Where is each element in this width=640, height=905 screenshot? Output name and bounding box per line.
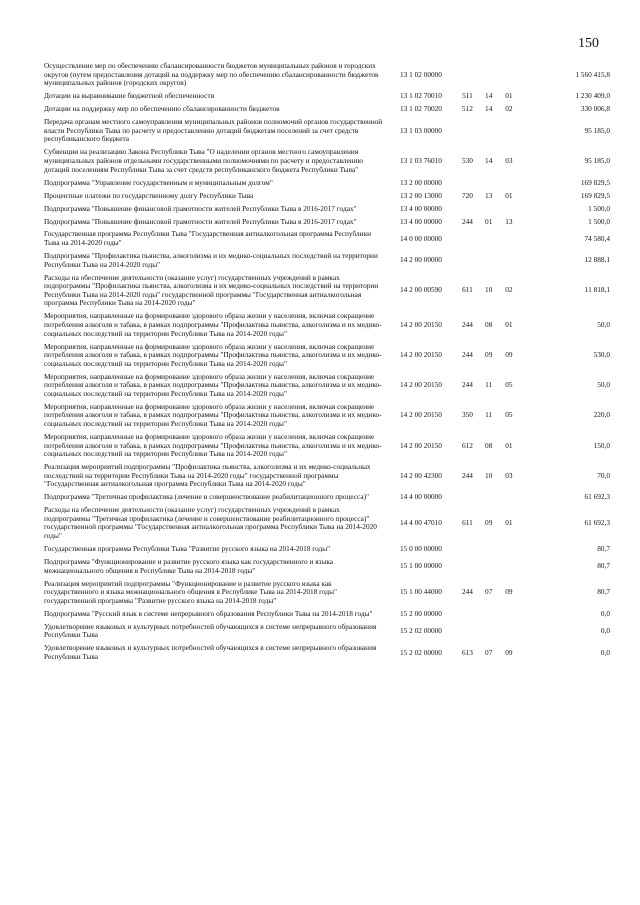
budget-table bbox=[44, 60, 610, 664]
row-name: Мероприятия, направленные на формирование здорового образа жизни у населения, включая сокращение потребления алкоголя и табака, в рамках подпрограммы "Профилактика пьянства, алкоголизма и их медико-социальных последствий на территории Республики Тыва на 2014-2020 годы" bbox=[44, 341, 382, 368]
row-amount: 169 829,5 bbox=[580, 177, 610, 187]
row-expense-type bbox=[456, 543, 478, 556]
row-amount: 0,0 bbox=[600, 608, 610, 618]
table-row bbox=[44, 620, 610, 642]
row-code: 13 4 00 00000 bbox=[400, 216, 442, 226]
row-subsection: 09 bbox=[505, 350, 513, 360]
row-section bbox=[479, 60, 499, 90]
row-code: 15 2 02 00000 bbox=[400, 625, 442, 635]
row-expense-type: 244 bbox=[462, 470, 473, 480]
table-row bbox=[44, 504, 610, 543]
row-code: 14 2 00 20150 bbox=[400, 319, 442, 329]
row-code: 13 2 00 13000 bbox=[400, 190, 442, 200]
row-expense-type: 244 bbox=[462, 216, 473, 226]
row-code: 15 2 00 00000 bbox=[400, 608, 442, 618]
row-subsection bbox=[499, 116, 519, 146]
row-name: Подпрограмма "Третичная профилактика (лечение и совершенствование реабилитационного процесса)" bbox=[44, 492, 369, 502]
row-expense-type: 244 bbox=[462, 350, 473, 360]
row-code: 14 2 00 20150 bbox=[400, 410, 442, 420]
row-name: Мероприятия, направленные на формирование здорового образа жизни у населения, включая сокращение потребления алкоголя и табака, в рамках подпрограммы "Профилактика пьянства, алкоголизма и их медико-социальных последствий на территории Республики Тыва на 2014-2020 годы" bbox=[44, 401, 382, 428]
row-section: 10 bbox=[485, 470, 493, 480]
row-subsection: 05 bbox=[505, 410, 513, 420]
row-amount: 530,0 bbox=[593, 350, 610, 360]
row-section bbox=[479, 228, 499, 250]
row-amount: 80,7 bbox=[597, 561, 610, 571]
row-expense-type bbox=[456, 228, 478, 250]
row-subsection bbox=[499, 60, 519, 90]
row-name: Подпрограмма "Русский язык в системе непрерывного образования Республики Тыва на 2014-2018 годы" bbox=[44, 608, 373, 618]
row-amount: 150,0 bbox=[593, 440, 610, 450]
row-amount: 1 500,0 bbox=[588, 203, 610, 213]
table-row bbox=[44, 431, 610, 461]
row-expense-type: 530 bbox=[462, 156, 473, 166]
row-subsection bbox=[499, 491, 519, 504]
row-name: Мероприятия, направленные на формирование здорового образа жизни у населения, включая сокращение потребления алкоголя и табака, в рамках подпрограммы "Профилактика пьянства, алкоголизма и их медико-социальных последствий на территории Республики Тыва на 2014-2020 годы" bbox=[44, 311, 382, 338]
row-code: 15 0 00 00000 bbox=[400, 544, 442, 553]
budget-table-body bbox=[44, 60, 610, 664]
table-row bbox=[44, 146, 610, 176]
row-section: 08 bbox=[485, 440, 493, 450]
row-subsection bbox=[499, 250, 519, 272]
row-amount: 220,0 bbox=[593, 410, 610, 420]
page-number: 150 bbox=[578, 36, 599, 51]
row-code: 13 1 02 70010 bbox=[400, 91, 442, 101]
table-row bbox=[44, 556, 610, 578]
row-section: 14 bbox=[485, 156, 493, 166]
row-code: 14 2 00 20150 bbox=[400, 350, 442, 360]
row-expense-type bbox=[456, 608, 478, 621]
row-code: 15 1 00 44000 bbox=[400, 587, 442, 597]
row-expense-type: 720 bbox=[462, 190, 473, 200]
table-row bbox=[44, 189, 610, 202]
table-row bbox=[44, 310, 610, 340]
row-code: 13 1 02 70020 bbox=[400, 104, 442, 114]
row-name: Подпрограмма "Повышение финансовой грамотности жителей Республики Тыва в 2016-2017 годах" bbox=[44, 216, 357, 226]
row-section bbox=[479, 543, 499, 556]
row-section bbox=[479, 250, 499, 272]
row-expense-type bbox=[456, 202, 478, 215]
row-name: Мероприятия, направленные на формирование здорового образа жизни у населения, включая сокращение потребления алкоголя и табака, в рамках подпрограммы "Профилактика пьянства, алкоголизма и их медико-социальных последствий на территории Республики Тыва на 2014-2020 годы" bbox=[44, 431, 382, 459]
row-subsection: 09 bbox=[505, 647, 513, 657]
row-expense-type: 244 bbox=[462, 587, 473, 597]
row-amount: 74 580,4 bbox=[584, 233, 610, 243]
row-expense-type: 612 bbox=[462, 440, 473, 450]
row-section bbox=[479, 116, 499, 146]
table-row bbox=[44, 370, 610, 400]
row-amount: 330 006,8 bbox=[580, 104, 610, 114]
row-section: 08 bbox=[485, 319, 493, 329]
row-section: 07 bbox=[485, 647, 493, 657]
row-section bbox=[479, 620, 499, 642]
row-name: Дотации на поддержку мер по обеспечению сбалансированности бюджетов bbox=[44, 104, 280, 114]
row-section: 14 bbox=[485, 91, 493, 101]
row-name: Государственная программа Республики Тыва "Государственная антиалкогольная программа Республики Тыва на 2014-2020 годы" bbox=[44, 229, 372, 248]
row-subsection: 01 bbox=[505, 91, 513, 101]
row-expense-type: 511 bbox=[462, 91, 473, 101]
row-amount: 61 692,3 bbox=[584, 492, 610, 502]
row-amount: 169 829,5 bbox=[580, 190, 610, 200]
table-row bbox=[44, 116, 610, 146]
row-amount: 1 230 409,0 bbox=[575, 91, 610, 101]
row-amount: 1 500,0 bbox=[588, 216, 610, 226]
row-subsection: 03 bbox=[505, 156, 513, 166]
row-expense-type: 613 bbox=[462, 647, 473, 657]
row-name: Передача органам местного самоуправления муниципальных районов полномочий органов государственной власти Республики Тыва по расчету и предоставлению дотаций бюджетам поселений за счет средств республиканского бюджета bbox=[44, 117, 383, 144]
table-row bbox=[44, 215, 610, 228]
table-row bbox=[44, 271, 610, 310]
row-code: 13 2 00 00000 bbox=[400, 177, 442, 187]
row-expense-type: 512 bbox=[462, 104, 473, 114]
row-expense-type bbox=[456, 556, 478, 578]
row-section: 07 bbox=[485, 587, 493, 597]
row-subsection bbox=[499, 620, 519, 642]
row-section: 11 bbox=[485, 380, 493, 390]
row-section: 09 bbox=[485, 350, 493, 360]
row-name: Удовлетворение языковых и культурных потребностей обучающихся в системе непрерывного образования Республики Тыва bbox=[44, 643, 377, 661]
row-code: 14 4 00 47010 bbox=[400, 518, 442, 528]
table-row bbox=[44, 491, 610, 504]
row-subsection: 13 bbox=[505, 216, 513, 226]
row-expense-type: 611 bbox=[462, 285, 473, 295]
row-code: 14 2 00 20150 bbox=[400, 440, 442, 450]
row-section bbox=[479, 491, 499, 504]
row-amount: 95 185,0 bbox=[584, 125, 610, 135]
row-amount: 12 888,1 bbox=[584, 255, 610, 265]
row-name: Подпрограмма "Управление государственным и муниципальным долгом" bbox=[44, 177, 273, 187]
row-name: Расходы на обеспечение деятельности (оказание услуг) государственных учреждений в рамках подпрограммы "Третичная профилактика (лечение и совершенствование реабилитационного процесса)" государственной программы "Государственная антиалкогольная программа Республики Тыва на 2014-2020 годы" bbox=[44, 505, 377, 541]
row-name: Подпрограмма "Повышение финансовой грамотности жителей Республики Тыва в 2016-2017 годах" bbox=[44, 203, 357, 213]
row-amount: 1 560 415,8 bbox=[575, 69, 610, 79]
row-name: Государственная программа Республики Тыва "Развитие русского языка на 2014-2018 годы" bbox=[44, 544, 331, 553]
table-row bbox=[44, 401, 610, 431]
row-expense-type: 611 bbox=[462, 518, 473, 528]
table-row bbox=[44, 90, 610, 103]
row-subsection: 02 bbox=[505, 104, 513, 114]
table-row bbox=[44, 202, 610, 215]
row-code: 14 2 00 42300 bbox=[400, 470, 442, 480]
row-code: 14 2 00 20150 bbox=[400, 380, 442, 390]
table-row bbox=[44, 543, 610, 556]
row-code: 14 4 00 00000 bbox=[400, 492, 442, 502]
row-expense-type: 350 bbox=[462, 410, 473, 420]
row-name: Дотации на выравнивание бюджетной обеспеченности bbox=[44, 91, 215, 101]
row-section bbox=[479, 556, 499, 578]
row-section bbox=[479, 608, 499, 621]
row-code: 13 4 00 00000 bbox=[400, 203, 442, 213]
row-expense-type bbox=[456, 116, 478, 146]
row-name: Мероприятия, направленные на формирование здорового образа жизни у населения, включая сокращение потребления алкоголя и табака, в рамках подпрограммы "Профилактика пьянства, алкоголизма и их медико-социальных последствий на территории Республики Тыва на 2014-2020 годы" bbox=[44, 371, 382, 398]
row-amount: 50,0 bbox=[597, 319, 610, 329]
row-subsection: 09 bbox=[505, 587, 513, 597]
row-name: Подпрограмма "Профилактика пьянства, алкоголизма и их медико-социальных последствий на территории Республики Тыва на 2014-2020 годы" bbox=[44, 251, 378, 269]
row-expense-type bbox=[456, 176, 478, 189]
row-section bbox=[479, 202, 499, 215]
row-section: 01 bbox=[485, 216, 493, 226]
row-code: 14 2 00 00590 bbox=[400, 285, 442, 295]
row-expense-type bbox=[456, 60, 478, 90]
row-section: 11 bbox=[485, 410, 493, 420]
row-section bbox=[479, 176, 499, 189]
table-row bbox=[44, 642, 610, 664]
row-amount: 0,0 bbox=[600, 647, 610, 657]
row-name: Расходы на обеспечение деятельности (оказание услуг) государственных учреждений в рамках подпрограммы "Профилактика пьянства, алкоголизма и их медико-социальных последствий на территории Республики Тыва на 2014-2020 годы" государственной программы "Государственная антиалкогольная программа Республики Тыва на 2014-2020 годы" bbox=[44, 272, 379, 308]
row-section: 13 bbox=[485, 190, 493, 200]
row-subsection bbox=[499, 556, 519, 578]
row-amount: 0,0 bbox=[600, 625, 610, 635]
table-row bbox=[44, 461, 610, 491]
row-subsection: 01 bbox=[505, 440, 513, 450]
row-subsection: 03 bbox=[505, 470, 513, 480]
table-row bbox=[44, 577, 610, 607]
row-subsection bbox=[499, 202, 519, 215]
row-subsection bbox=[499, 608, 519, 621]
row-code: 13 1 03 00000 bbox=[400, 125, 442, 135]
row-subsection: 02 bbox=[505, 285, 513, 295]
row-code: 15 1 00 00000 bbox=[400, 561, 442, 571]
row-code: 14 0 00 00000 bbox=[400, 233, 442, 243]
row-amount: 61 692,3 bbox=[584, 518, 610, 528]
row-amount: 70,0 bbox=[597, 470, 610, 480]
row-name: Реализация мероприятий подпрограммы "Профилактика пьянства, алкоголизма и их медико-социальных последствий на территории Республики Тыва на 2014-2020 годы" государственной программы "Государственная антиалкогольная программа Республики Тыва на 2014-2020 годы" bbox=[44, 462, 371, 489]
row-subsection: 05 bbox=[505, 380, 513, 390]
row-expense-type bbox=[456, 491, 478, 504]
row-expense-type: 244 bbox=[462, 380, 473, 390]
row-name: Реализация мероприятий подпрограммы "Функционирование и развитие русского языка как государственного и языка межнационального общения в Республике Тыва на 2014-2018 годы" государственной программы "Развитие русского языка на 2014-2018 годы" bbox=[44, 578, 337, 605]
table-row bbox=[44, 176, 610, 189]
row-name: Осуществление мер по обеспечению сбалансированности бюджетов муниципальных районов и городских округов (путем предоставления дотаций на поддержку мер по обеспечению сбалансированности бюджетов муниципальных районов (городских округов) bbox=[44, 61, 379, 88]
row-amount: 95 185,0 bbox=[584, 156, 610, 166]
row-name: Подпрограмма "Функционирование и развитие русского языка как государственного и языка межнационального общения в Республике Тыва на 2014-2018 годы" bbox=[44, 556, 334, 575]
table-row bbox=[44, 228, 610, 250]
row-subsection: 01 bbox=[505, 518, 513, 528]
row-subsection: 01 bbox=[505, 319, 513, 329]
row-expense-type: 244 bbox=[462, 319, 473, 329]
row-expense-type bbox=[456, 620, 478, 642]
row-subsection bbox=[499, 228, 519, 250]
row-section: 10 bbox=[485, 285, 493, 295]
row-code: 13 1 03 76010 bbox=[400, 156, 442, 166]
row-name: Субвенции на реализацию Закона Республики Тыва "О наделении органов местного самоуправления муниципальных районов отдельными государственными полномочиями по расчету и предоставлению дотаций поселениям Республики Тыва за счет средств республиканского бюджета Республики Тыва" bbox=[44, 147, 363, 174]
row-section: 14 bbox=[485, 104, 493, 114]
row-section: 09 bbox=[485, 518, 493, 528]
table-row bbox=[44, 608, 610, 621]
row-code: 14 2 00 00000 bbox=[400, 255, 442, 265]
row-subsection bbox=[499, 543, 519, 556]
row-code: 13 1 02 00000 bbox=[400, 69, 442, 79]
row-expense-type bbox=[456, 250, 478, 272]
row-subsection: 01 bbox=[505, 190, 513, 200]
table-row bbox=[44, 103, 610, 116]
row-code: 15 2 02 00000 bbox=[400, 647, 442, 657]
row-amount: 11 818,1 bbox=[584, 285, 610, 295]
table-row bbox=[44, 340, 610, 370]
row-amount: 50,0 bbox=[597, 380, 610, 390]
row-amount: 80,7 bbox=[597, 587, 610, 597]
table-row bbox=[44, 250, 610, 272]
row-name: Процентные платежи по государственному долгу Республики Тыва bbox=[44, 190, 254, 200]
table-row bbox=[44, 60, 610, 90]
row-amount: 80,7 bbox=[597, 544, 610, 553]
row-name: Удовлетворение языковых и культурных потребностей обучающихся в системе непрерывного образования Республики Тыва bbox=[44, 621, 377, 640]
row-subsection bbox=[499, 176, 519, 189]
